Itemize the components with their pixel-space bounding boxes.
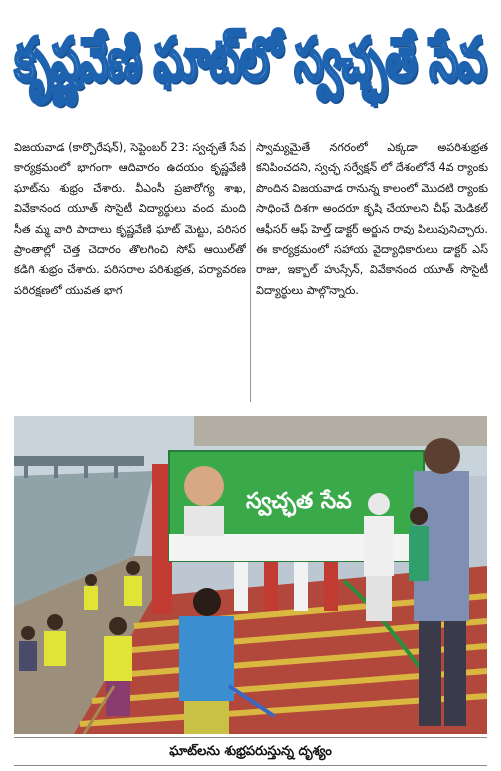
ghat-cleaning-illustration bbox=[14, 416, 487, 734]
banner-text: స్వచ్ఛత సేవ bbox=[246, 489, 352, 514]
photo-caption: ఘాట్‌లను శుభ్రపరుస్తున్న దృశ్యం bbox=[169, 744, 332, 759]
news-photo bbox=[14, 416, 487, 734]
article-column-left: విజయవాడ (కార్పొరేషన్), సెప్టెంబర్ 23: స్వచ్ఛతే సేవ కార్యక్రమంలో భాగంగా ఆదివారం ఉదయం కృష్ణవేణి ఘాట్‌ను శుభ్రం చేశారు. వీఎంసీ ప్రజారోగ్య శాఖ, వివేకానంద యూత్ సొసైటీ విద్యార్థులు వంద మంది సీత మ్మ వారి పాదాలు కృష్ణవేణి ఘాట్ మెట్టు, పరిసర ప్రాంతాల్లో చెత్త చెదారం తొలగించి సోప్ ఆయిల్‌తో కడిగి శుభ్రం చేశారు. పరిసరాల పరిశుభ్రత, పర్యావరణ పరిరక్షణలో యువత భాగ bbox=[14, 141, 246, 297]
headline: కృష్ణవేణి ఘాట్‌లో స్వచ్ఛతే సేవ bbox=[14, 24, 486, 95]
caption-rule-top bbox=[14, 737, 487, 738]
article-column-right: స్వామ్యమైతే నగరంలో ఎక్కడా అపరిశుభ్రత కనిపించదని, స్వచ్ఛ సర్వేక్షన్ లో దేశంలోనే 4వ ర్యాంకు పొందిన విజయవాడ రానున్న కాలంలో మొదటి ర్యాంకు సాధించే దిశగా అందరూ కృషి చేయాలని చీఫ్ మెడికల్ ఆఫీసర్ ఆఫ్ హెల్త్ డాక్టర్ అర్జున రావు పిలుపునిచ్చారు. ఈ కార్యక్రమంలో సహాయ వైద్యాధికారులు డాక్టర్ ఎస్ రాజు, ఇక్బాల్ హుస్సేన్, వివేకానంద యూత్ సొసైటీ విద్యార్థులు పాల్గొన్నారు. bbox=[256, 141, 488, 297]
column-divider bbox=[250, 140, 251, 402]
caption-rule-bottom bbox=[14, 765, 487, 766]
